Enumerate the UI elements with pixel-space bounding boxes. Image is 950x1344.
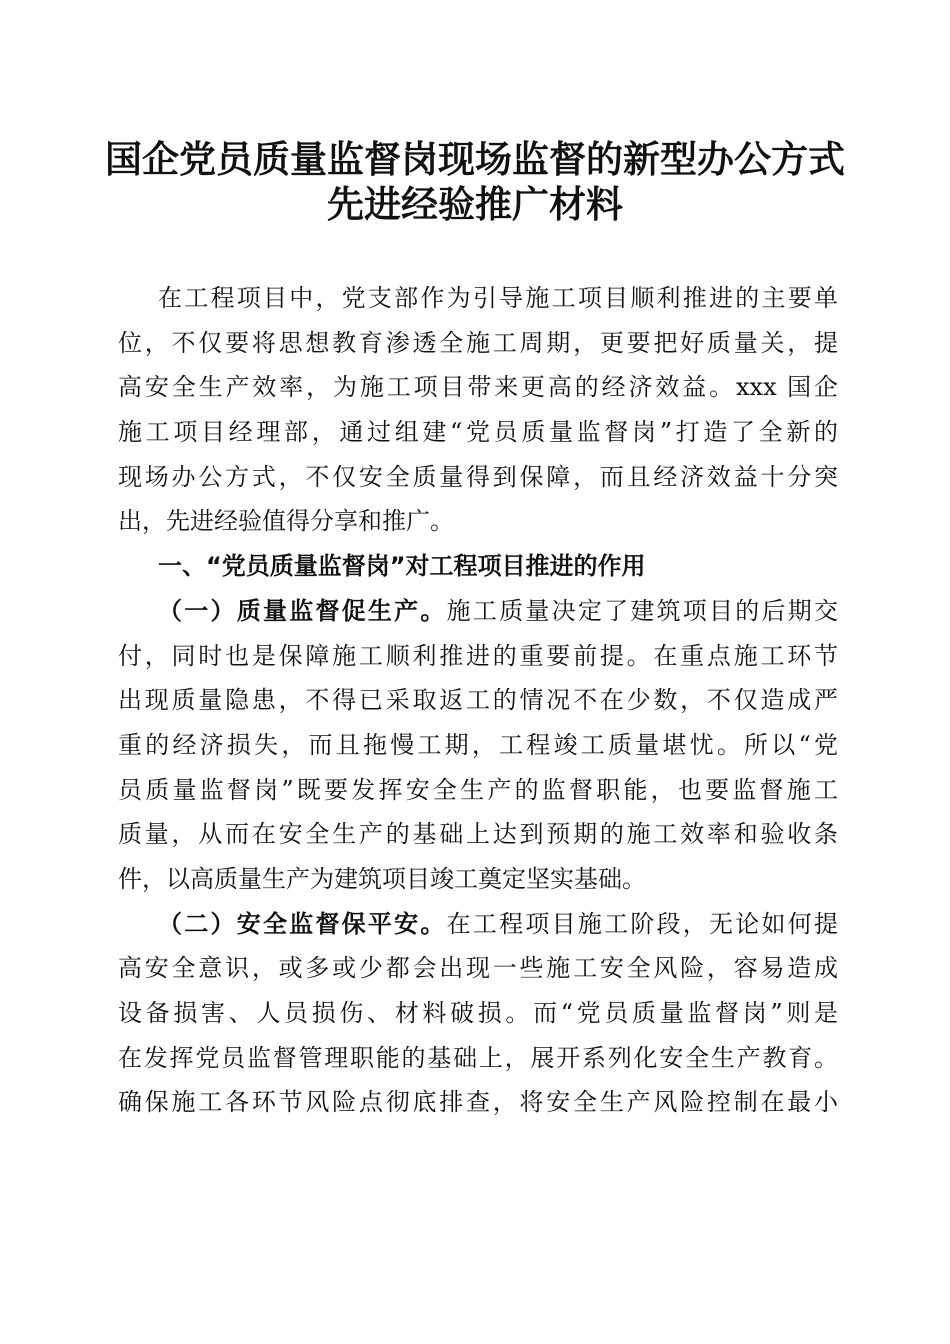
paragraph-line: 确保施工各环节风险点彻底排查，将安全生产风险控制在最小 <box>118 1088 838 1117</box>
sub-section-2-text: 在工程项目施工阶段，无论如何提 <box>446 909 838 938</box>
paragraph-line: 高安全意识，或多或少都会出现一些施工安全风险，容易造成 <box>118 954 838 983</box>
document-body <box>118 276 838 1125</box>
intro-line: 高安全生产效率，为施工项目带来更高的经济效益。xxx 国企 <box>118 373 838 402</box>
document-title-line-2: 先进经验推广材料 <box>327 182 623 226</box>
paragraph-line: 付，同时也是保障施工顺利推进的重要前提。在重点施工环节 <box>118 641 838 670</box>
paragraph-line: 出现质量隐患，不得已采取返工的情况不在少数，不仅造成严 <box>118 686 838 715</box>
intro-line: 位，不仅要将思想教育渗透全施工周期，更要把好质量关，提 <box>118 328 838 357</box>
paragraph-line: 件，以高质量生产为建筑项目竣工奠定坚实基础。 <box>118 864 646 893</box>
paragraph-line: 重的经济损失，而且拖慢工期，工程竣工质量堪忧。所以“党 <box>118 730 838 759</box>
paragraph-line: 设备损害、人员损伤、材料破损。而“党员质量监督岗”则是 <box>118 999 838 1027</box>
paragraph-line: 质量，从而在安全生产的基础上达到预期的施工效率和验收条 <box>118 820 838 849</box>
document-title-line-1: 国企党员质量监督岗现场监督的新型办公方式 <box>105 137 845 181</box>
sub-section-2-first-line <box>118 902 838 947</box>
intro-line: 施工项目经理部，通过组建“党员质量监督岗”打造了全新的 <box>118 418 838 447</box>
intro-line: 现场办公方式，不仅安全质量得到保障，而且经济效益十分突 <box>118 462 838 491</box>
intro-line: 在工程项目中，党支部作为引导施工项目顺利推进的主要单 <box>158 284 838 312</box>
sub-section-1-text: 施工质量决定了建筑项目的后期交 <box>446 596 838 625</box>
paragraph-line: 在发挥党员监督管理职能的基础上，展开系列化安全生产教育。 <box>118 1043 838 1072</box>
sub-section-2-heading: （二）安全监督保平安。 <box>158 908 447 938</box>
section-heading: 一、“党员质量监督岗”对工程项目推进的作用 <box>158 552 646 581</box>
sub-section-1-first-line <box>118 589 838 634</box>
sub-section-1-heading: （一）质量监督促生产。 <box>158 595 447 625</box>
paragraph-line: 员质量监督岗”既要发挥安全生产的监督职能，也要监督施工 <box>118 775 838 804</box>
intro-line: 出，先进经验值得分享和推广。 <box>118 507 454 536</box>
